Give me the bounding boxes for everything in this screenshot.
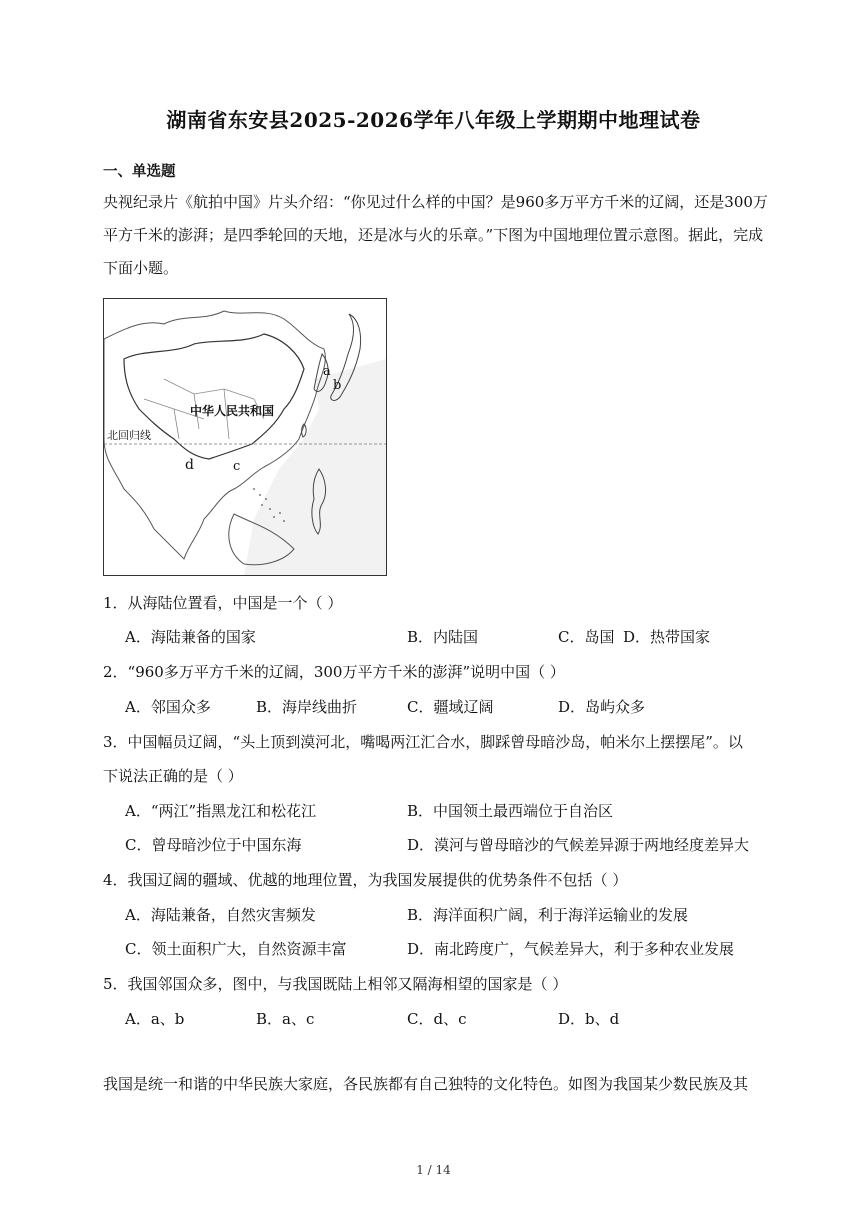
map-label-china: 中华人民共和国: [190, 404, 275, 418]
question-4-option-c[interactable]: C．领土面积广大，自然资源丰富: [125, 940, 347, 958]
question-4-option-b[interactable]: B．海洋面积广阔，利于海洋运输业的发展: [407, 906, 689, 924]
question-1-option-a[interactable]: A．海陆兼备的国家: [125, 628, 256, 646]
question-5-option-d[interactable]: D．b、d: [558, 1010, 620, 1028]
question-4-stem: 4．我国辽阔的疆域、优越的地理位置，为我国发展提供的优势条件不包括（ ）: [103, 871, 628, 889]
map-label-tropic: 北回归线: [107, 429, 151, 442]
question-5-stem: 5．我国邻国众多，图中，与我国既陆上相邻又隔海相望的国家是（ ）: [103, 975, 568, 993]
question-3-option-c[interactable]: C．曾母暗沙位于中国东海: [125, 836, 302, 854]
question-5-option-c[interactable]: C．d、c: [407, 1010, 467, 1028]
question-5-option-b[interactable]: B．a、c: [256, 1010, 315, 1028]
question-3-option-b[interactable]: B．中国领土最西端位于自治区: [407, 802, 614, 820]
next-paragraph: 我国是统一和谐的中华民族大家庭，各民族都有自己独特的文化特色。如图为我国某少数民族及其: [103, 1075, 749, 1093]
intro-paragraph: 央视纪录片《航拍中国》片头介绍：“你见过什么样的中国？是960多万平方千米的辽阔，还是300万平方千米的澎湃；是四季轮回的天地，还是冰与火的乐章。”下图为中国地理位置示意图。据此，完成下面小题。: [103, 193, 768, 277]
map-label-a: a: [323, 364, 331, 379]
section-heading: 一、单选题: [103, 163, 176, 180]
question-3-option-d[interactable]: D．漠河与曾母暗沙的气候差异源于两地经度差异大: [407, 836, 750, 854]
question-5-option-a[interactable]: A．a、b: [125, 1010, 185, 1028]
page-title: 湖南省东安县2025-2026学年八年级上学期期中地理试卷: [166, 108, 701, 132]
question-3-stem-line2: 下说法正确的是（ ）: [103, 767, 243, 785]
question-3-option-a[interactable]: A．“两江”指黑龙江和松花江: [125, 802, 317, 820]
question-1-stem: 1．从海陆位置看，中国是一个（ ）: [103, 594, 343, 612]
china-location-map: [103, 298, 387, 576]
question-1-option-b[interactable]: B．内陆国: [407, 628, 479, 646]
question-4-option-d[interactable]: D．南北跨度广，气候差异大，利于多种农业发展: [407, 940, 735, 958]
map-label-d: d: [185, 457, 194, 473]
map-label-b: b: [333, 378, 342, 393]
question-2-option-b[interactable]: B．海岸线曲折: [256, 698, 358, 716]
question-3-stem-line1: 3．中国幅员辽阔，“头上顶到漠河北，嘴喝两江汇合水，脚踩曾母暗沙岛，帕米尔上摆摆尾”。以: [103, 733, 743, 751]
question-1-option-d[interactable]: D．热带国家: [623, 628, 711, 646]
question-2-option-d[interactable]: D．岛屿众多: [558, 698, 646, 716]
question-2-option-a[interactable]: A．邻国众多: [125, 698, 211, 716]
question-2-option-c[interactable]: C．疆域辽阔: [407, 698, 494, 716]
question-4-option-a[interactable]: A．海陆兼备，自然灾害频发: [125, 906, 316, 924]
map-label-c: c: [233, 459, 241, 474]
page-number: 1 / 14: [416, 1163, 451, 1177]
question-2-stem: 2．“960多万平方千米的辽阔，300万平方千米的澎湃”说明中国（ ）: [103, 663, 565, 681]
question-1-option-c[interactable]: C．岛国: [558, 628, 615, 646]
